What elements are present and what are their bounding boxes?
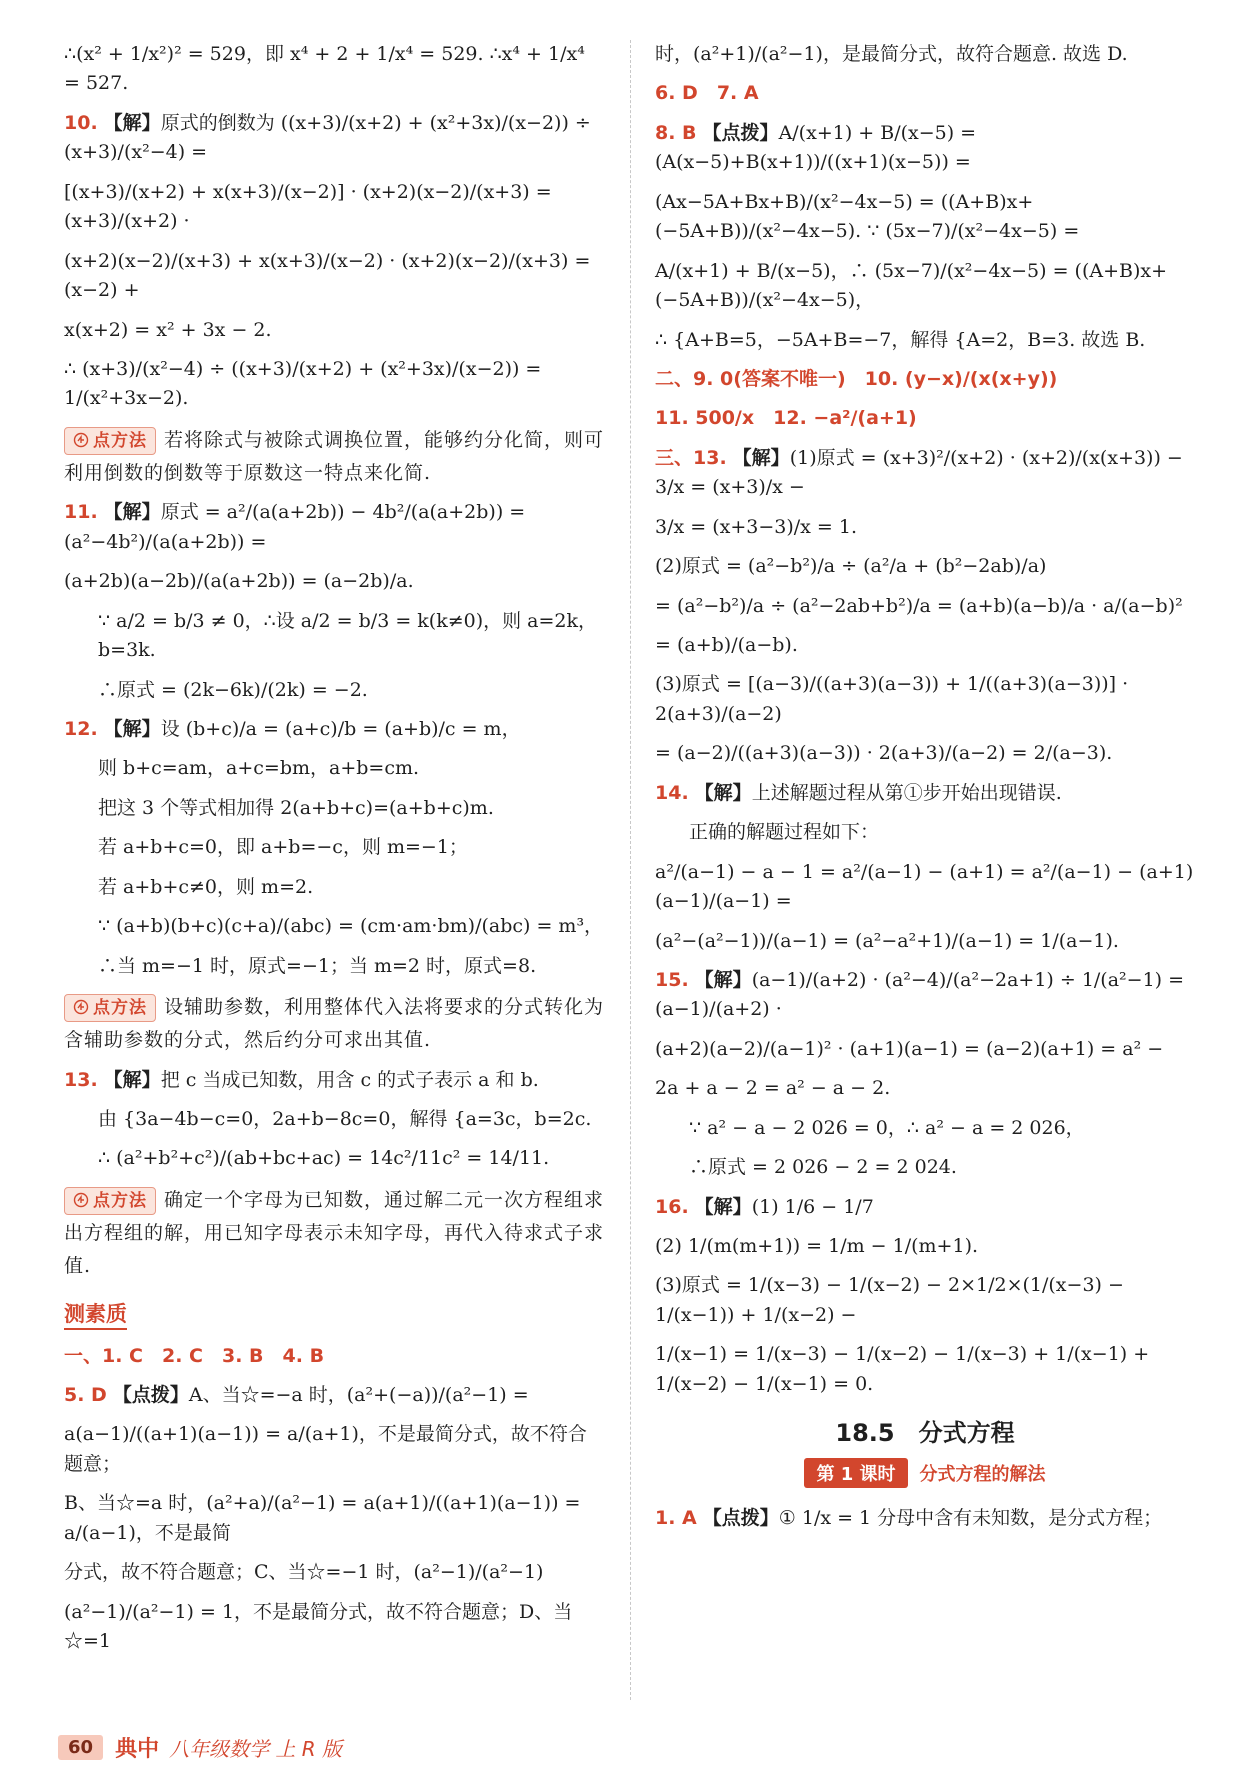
- solution-line: ∴(x² + 1/x²)² = 529，即 x⁴ + 2 + 1/x⁴ = 529. ∴x⁴ + 1/x⁴ = 527.: [64, 43, 585, 95]
- method-tip: [64, 1184, 604, 1284]
- question-item: [655, 1504, 1195, 1533]
- question-number: 8. B: [655, 121, 697, 144]
- method-hand-icon: [73, 1192, 89, 1208]
- solution-line: 由 {3a−4b−c=0，2a+b−8c=0，解得 {a=3c，b=2c.: [98, 1107, 592, 1130]
- solution-line: 1/(x−1) = 1/(x−3) − 1/(x−2) − 1/(x−3) + 1/(x−1) + 1/(x−2) − 1/(x−1) = 0.: [655, 1343, 1150, 1395]
- method-badge-label: 点方法: [93, 998, 147, 1018]
- method-badge-label: 点方法: [93, 430, 147, 451]
- question-item: [64, 109, 604, 168]
- solution-line: 2a + a − 2 = a² − a − 2.: [655, 1077, 891, 1100]
- question-tag: 【解】: [694, 781, 752, 804]
- page-footer: [58, 1730, 342, 1764]
- question-text: (1)原式 = (x+3)²/(x+2) · (x+2)/(x(x+3)) − 3/x = (x+3)/x −: [655, 446, 1183, 499]
- question-tag: 【解】: [103, 501, 161, 524]
- method-tip: [64, 424, 604, 491]
- solution-line: ∵ a/2 = b/3 ≠ 0，∴设 a/2 = b/3 = k(k≠0)，则 a=2k，b=3k.: [98, 609, 598, 662]
- solution-line: (3)原式 = 1/(x−3) − 1/(x−2) − 2×1/2×(1/(x−3) − 1/(x−1)) + 1/(x−2) −: [655, 1274, 1124, 1326]
- question-text: (a−1)/(a+2) · (a²−4)/(a²−2a+1) ÷ 1/(a²−1) = (a−1)/(a+2) ·: [655, 968, 1185, 1021]
- question-item: [64, 498, 604, 557]
- method-tip-text: 确定一个字母为已知数，通过解二元一次方程组求出方程组的解，用已知字母表示未知字母，再代入待求式子求值.: [64, 1188, 605, 1278]
- solution-line: 则 b+c=am，a+c=bm，a+b=cm.: [98, 757, 420, 780]
- solution-line: (x+2)(x−2)/(x+3) + x(x+3)/(x−2) · (x+2)(x−2)/(x+3) = (x−2) +: [64, 249, 591, 302]
- solution-line: = (a²−b²)/a ÷ (a²−2ab+b²)/a = (a+b)(a−b)/a · a/(a−b)²: [655, 594, 1183, 617]
- question-number: 14.: [655, 781, 689, 804]
- question-tag: 【解】: [103, 717, 161, 740]
- solution-line: ∵ a² − a − 2 026 = 0，∴ a² − a = 2 026，: [689, 1116, 1085, 1139]
- question-item: [655, 1193, 1195, 1222]
- question-text: 把 c 当成已知数，用含 c 的式子表示 a 和 b.: [160, 1068, 539, 1091]
- solution-line: (2) 1/(m(m+1)) = 1/m − 1/(m+1).: [655, 1235, 979, 1257]
- question-item: [64, 715, 604, 744]
- question-item: [655, 779, 1195, 808]
- question-item: [64, 1066, 604, 1095]
- solution-line: ∴当 m=−1 时，原式=−1；当 m=2 时，原式=8.: [98, 954, 537, 977]
- question-tag: 【解】: [694, 1195, 752, 1218]
- question-text: ① 1/x = 1 分母中含有未知数，是分式方程；: [778, 1507, 1163, 1530]
- question-number: 11.: [64, 501, 98, 524]
- question-tag: 【点拨】: [112, 1384, 189, 1406]
- solution-line: A/(x+1) + B/(x−5)，∴ (5x−7)/(x²−4x−5) = ((A+B)x+(−5A+B))/(x²−4x−5)，: [655, 259, 1168, 312]
- right-column: [655, 40, 1195, 1544]
- answer-list: 11. 500/x 12. −a²/(a+1): [655, 407, 917, 430]
- solution-line: 若 a+b+c=0，即 a+b=−c，则 m=−1；: [98, 836, 468, 859]
- question-number: 15.: [655, 968, 689, 991]
- question-number: 10.: [64, 111, 98, 134]
- method-hand-icon: [73, 999, 89, 1015]
- method-hand-icon: [73, 432, 89, 448]
- solution-line: B、当☆=a 时，(a²+a)/(a²−1) = a(a+1)/((a+1)(a−1)) = a/(a−1)，不是最简: [64, 1492, 581, 1544]
- solution-line: = (a−2)/((a+3)(a−3)) · 2(a+3)/(a−2) = 2/(a−3).: [655, 742, 1113, 765]
- method-tip-text: 设辅助参数，利用整体代入法将要求的分式转化为含辅助参数的分式，然后约分可求出其值.: [64, 996, 605, 1052]
- solution-line: = (a+b)/(a−b).: [655, 634, 798, 656]
- solution-line: ∴ (a²+b²+c²)/(ab+bc+ac) = 14c²/11c² = 14/11.: [98, 1147, 550, 1170]
- solution-line: ∴ (x+3)/(x²−4) ÷ ((x+3)/(x+2) + (x²+3x)/(x−2)) = 1/(x²+3x−2).: [64, 357, 542, 410]
- page-number: 60: [58, 1735, 103, 1760]
- question-number: 三、13.: [655, 446, 727, 469]
- method-tip: [64, 991, 604, 1058]
- column-divider: [630, 40, 631, 1700]
- answer-list: 6. D 7. A: [655, 82, 759, 105]
- question-number: 1. A: [655, 1507, 697, 1530]
- question-item: [655, 966, 1195, 1025]
- question-number: 5. D: [64, 1384, 107, 1406]
- solution-line: (3)原式 = [(a−3)/((a+3)(a−3)) + 1/((a+3)(a−3))] · 2(a+3)/(a−2): [655, 673, 1129, 725]
- solution-line: (2)原式 = (a²−b²)/a ÷ (a²/a + (b²−2ab)/a): [655, 555, 1047, 578]
- lesson-badge: 第 1 课时: [804, 1458, 907, 1488]
- left-column: [64, 40, 604, 1667]
- question-number: 13.: [64, 1068, 98, 1091]
- solution-line: (Ax−5A+Bx+B)/(x²−4x−5) = ((A+B)x+(−5A+B))/(x²−4x−5). ∵ (5x−7)/(x²−4x−5) =: [655, 190, 1080, 243]
- question-tag: 【解】: [103, 1068, 161, 1091]
- solution-line: a(a−1)/((a+1)(a−1)) = a/(a+1)，不是最简分式，故不符合题意；: [64, 1423, 587, 1475]
- solution-line: 正确的解题过程如下：: [689, 821, 880, 844]
- chapter-title: 18.5 分式方程: [835, 1419, 1015, 1448]
- brand-logo: 典中: [115, 1736, 160, 1762]
- answer-list: 一、1. C 2. C 3. B 4. B: [64, 1344, 325, 1367]
- question-text: 设 (b+c)/a = (a+c)/b = (a+b)/c = m，: [160, 717, 521, 740]
- question-text: 原式的倒数为 ((x+3)/(x+2) + (x²+3x)/(x−2)) ÷ (x+3)/(x²−4) =: [64, 111, 591, 164]
- question-number: 16.: [655, 1195, 689, 1218]
- question-item: [655, 119, 1195, 178]
- solution-line: 分式，故不符合题意；C、当☆=−1 时，(a²−1)/(a²−1): [64, 1561, 544, 1584]
- solution-line: (a+2b)(a−2b)/(a(a+2b)) = (a−2b)/a.: [64, 570, 414, 593]
- method-tip-text: 若将除式与被除式调换位置，能够约分化简，则可利用倒数的倒数等于原数这一特点来化简.: [64, 428, 605, 485]
- question-text: A、当☆=−a 时，(a²+(−a))/(a²−1) =: [188, 1384, 529, 1406]
- solution-line: ∴ {A+B=5，−5A+B=−7，解得 {A=2，B=3. 故选 B.: [655, 328, 1146, 351]
- question-tag: 【解】: [732, 446, 790, 469]
- question-item: [655, 444, 1195, 503]
- question-item: [64, 1381, 604, 1410]
- question-text: (1) 1/6 − 1/7: [751, 1195, 874, 1218]
- solution-line: [(x+3)/(x+2) + x(x+3)/(x−2)] · (x+2)(x−2)/(x+3) = (x+3)/(x+2) ·: [64, 180, 552, 233]
- question-text: 原式 = a²/(a(a+2b)) − 4b²/(a(a+2b)) = (a²−4b²)/(a(a+2b)) =: [64, 501, 526, 553]
- method-badge: [64, 1187, 156, 1215]
- solution-line: 时，(a²+1)/(a²−1)，是最简分式，故符合题意. 故选 D.: [655, 43, 1128, 65]
- solution-line: x(x+2) = x² + 3x − 2.: [64, 318, 272, 341]
- book-title: 八年级数学 上 R 版: [169, 1736, 343, 1761]
- answer-list: 二、9. 0(答案不唯一) 10. (y−x)/(x(x+y)): [655, 367, 1058, 390]
- question-tag: 【解】: [694, 968, 752, 991]
- solution-line: 若 a+b+c≠0，则 m=2.: [98, 875, 314, 898]
- solution-line: ∵ (a+b)(b+c)(c+a)/(abc) = (cm·am·bm)/(abc) = m³，: [98, 915, 604, 938]
- lesson-header: [655, 1458, 1195, 1488]
- question-number: 12.: [64, 717, 98, 740]
- solution-line: a²/(a−1) − a − 1 = a²/(a−1) − (a+1) = a²/(a−1) − (a+1)(a−1)/(a−1) =: [655, 860, 1194, 913]
- method-badge: [64, 427, 156, 455]
- method-badge: [64, 994, 156, 1022]
- solution-line: 3/x = (x+3−3)/x = 1.: [655, 515, 858, 538]
- solution-line: (a²−1)/(a²−1) = 1，不是最简分式，故不符合题意；D、当☆=1: [64, 1600, 573, 1653]
- question-tag: 【点拨】: [702, 121, 779, 144]
- solution-line: ∴原式 = 2 026 − 2 = 2 024.: [689, 1156, 957, 1179]
- solution-line: ∴原式 = (2k−6k)/(2k) = −2.: [98, 678, 368, 701]
- method-badge-label: 点方法: [93, 1190, 147, 1211]
- question-tag: 【点拨】: [702, 1507, 779, 1530]
- question-text: A/(x+1) + B/(x−5) = (A(x−5)+B(x+1))/((x+1)(x−5)) =: [655, 121, 977, 174]
- solution-line: (a²−(a²−1))/(a−1) = (a²−a²+1)/(a−1) = 1/(a−1).: [655, 929, 1119, 952]
- question-text: 上述解题过程从第①步开始出现错误.: [751, 781, 1062, 804]
- section-heading: 测素质: [64, 1298, 127, 1330]
- question-tag: 【解】: [103, 111, 161, 134]
- solution-line: 把这 3 个等式相加得 2(a+b+c)=(a+b+c)m.: [98, 796, 494, 819]
- solution-line: (a+2)(a−2)/(a−1)² · (a+1)(a−1) = (a−2)(a+1) = a² −: [655, 1037, 1164, 1060]
- lesson-title: 分式方程的解法: [919, 1464, 1046, 1486]
